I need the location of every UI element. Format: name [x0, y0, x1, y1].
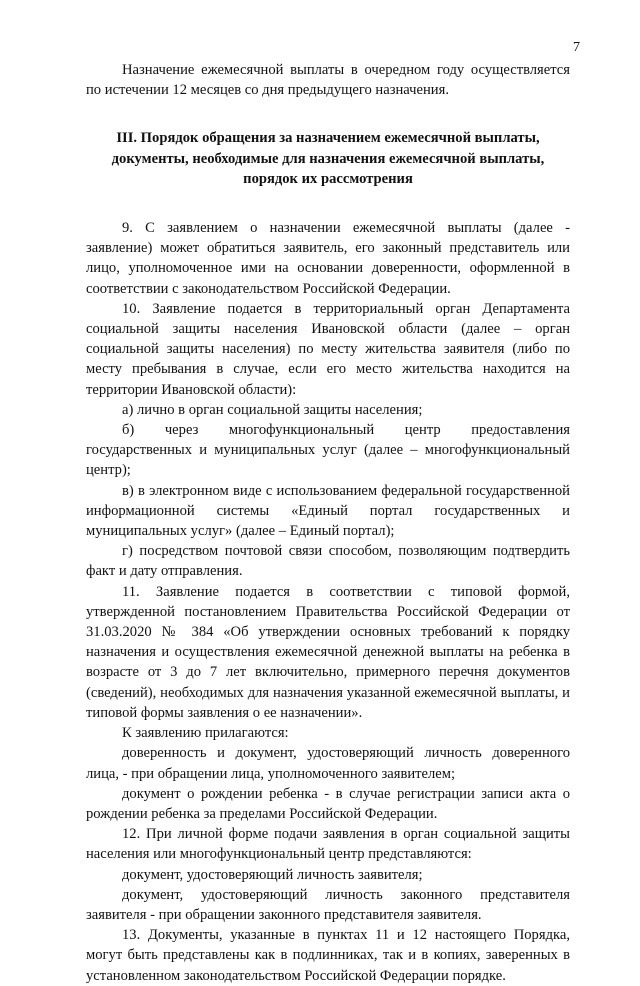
attachment-item: доверенность и документ, удостоверяющий личность доверенного лица, - при обращении лица, уполномоченного заявителем; [86, 745, 570, 782]
paragraph-10: 10. Заявление подается в территориальный орган Департамента социальной защиты населения Ивановской области (далее – орган социальной защиты населения) по месту жительства заявителя (либо по месту пребывания в случае, если его место жительства находится на территории Ивановской области): [86, 300, 570, 398]
intro-paragraph: Назначение ежемесячной выплаты в очередном году осуществляется по истечении 12 месяцев со дня предыдущего назначения. [86, 62, 570, 99]
paragraph-9: 9. С заявлением о назначении ежемесячной выплаты (далее - заявление) может обратиться заявитель, его законный представитель или лицо, уполномоченное ими на основании доверенности, оформленной в соответствии с законодательством Российской Федерации. [86, 220, 570, 297]
section-heading [86, 128, 570, 189]
page-number: 7 [573, 40, 580, 55]
list-item-g: г) посредством почтовой связи способом, позволяющим подтвердить факт и дату отправления. [86, 543, 570, 580]
document-item: документ, удостоверяющий личность законного представителя заявителя - при обращении законного представителя заявителя. [86, 886, 570, 923]
list-item-b: б) через многофункциональный центр предоставления государственных и муниципальных услуг (далее – многофункциональный центр); [86, 422, 570, 479]
document-item: документ, удостоверяющий личность заявителя; [122, 866, 423, 883]
paragraph-12: 12. При личной форме подачи заявления в орган социальной защиты населения или многофункциональный центр представляются: [86, 826, 570, 863]
section-heading-line: документы, необходимые для назначения ежемесячной выплаты, [111, 150, 545, 167]
document-body [86, 60, 570, 986]
paragraph-13: 13. Документы, указанные в пунктах 11 и 12 настоящего Порядка, могут быть представлены как в подлинниках, так и в копиях, заверенных в установленном законодательством Российской Федерации порядке. [86, 927, 570, 984]
attachment-item: документ о рождении ребенка - в случае регистрации записи акта о рождении ребенка за пределами Российской Федерации. [86, 785, 570, 822]
list-item-a: а) лично в орган социальной защиты населения; [122, 401, 423, 418]
list-item-v: в) в электронном виде с использованием федеральной государственной информационной системы «Единый портал государственных и муниципальных услуг» (далее – Единый портал); [86, 482, 570, 540]
section-heading-line: III. Порядок обращения за назначением ежемесячной выплаты, [116, 130, 540, 147]
attachments-intro: К заявлению прилагаются: [122, 725, 289, 742]
paragraph-11: 11. Заявление подается в соответствии с типовой формой, утвержденной постановлением Правительства Российской Федерации от 31.03.2020 № 384 «Об утверждении основных требований к порядку назначения и осуществления ежемесячной денежной выплаты на ребенка в возрасте от 3 до 7 лет включительно, примерного перечня документов (сведений), необходимых для назначения указанной ежемесячной выплаты, и типовой формы заявления о ее назначении». [86, 583, 570, 721]
section-heading-line: порядок их рассмотрения [243, 170, 413, 187]
